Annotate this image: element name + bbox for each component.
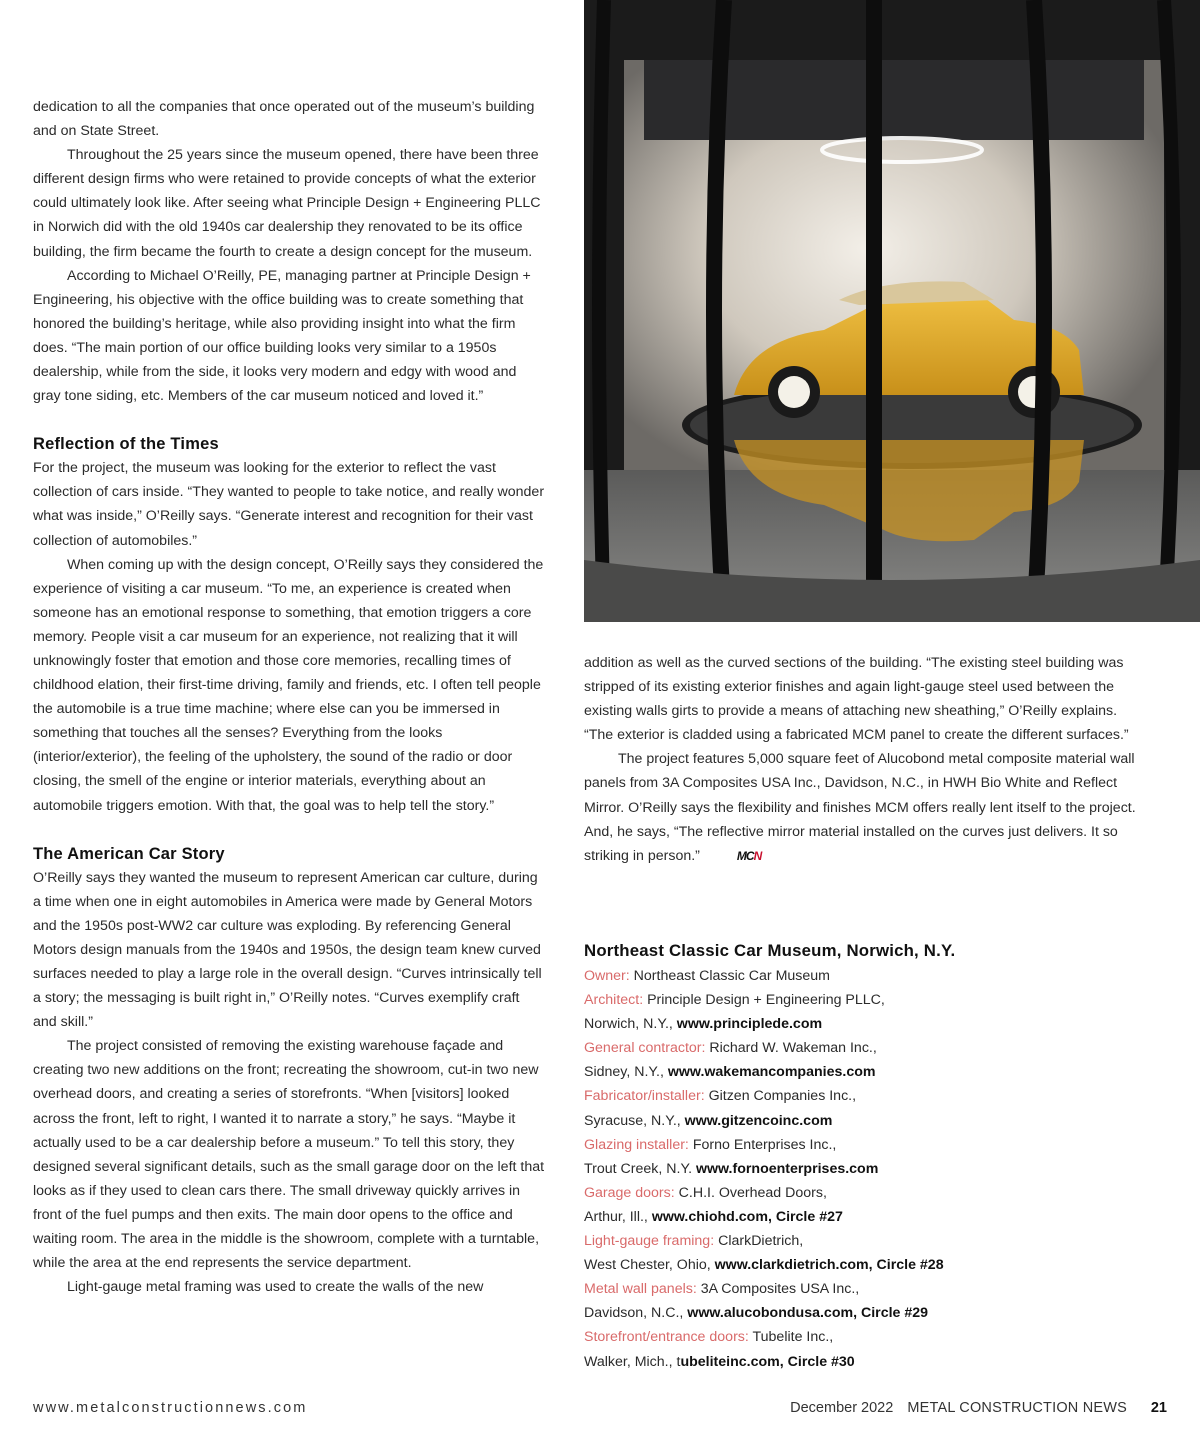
footer-website-link[interactable]: www.metalconstructionnews.com [33, 1400, 308, 1416]
credit-metal-wall-panels-location: Davidson, N.C., www.alucobondusa.com, Circle #29 [584, 1305, 929, 1322]
body-paragraph [584, 747, 1144, 868]
general-contractor-link[interactable]: www.wakemancompanies.com [667, 1064, 876, 1081]
body-paragraph: O’Reilly says they wanted the museum to represent American car culture, during a time when one in eight automobiles in America were made by General Motors and the 1950s post-WW2 car culture was exploding. By referencing General Motors design manuals from the 1940s and 1950s, the design team knew curved surfaces needed to play a large role in the overall design. “Curves intrinsically tell a story; the messaging is built right in,” O’Reilly notes. “Curves exemplify craft and skill.” [33, 869, 542, 1031]
credit-architect-location: Norwich, N.Y., www.principlede.com [584, 1016, 823, 1033]
credit-architect: Architect: Principle Design + Engineering PLLC, [584, 992, 885, 1009]
credit-light-gauge-framing-location: West Chester, Ohio, www.clarkdietrich.com, Circle #28 [584, 1257, 944, 1274]
credit-fabricator-location: Syracuse, N.Y., www.gitzencoinc.com [584, 1112, 833, 1129]
credit-light-gauge-framing: Light-gauge framing: ClarkDietrich, [584, 1233, 804, 1250]
left-column [33, 95, 545, 1299]
body-paragraph: According to Michael O’Reilly, PE, managing partner at Principle Design + Engineering, his objective with the office building was to create something that honored the building’s heritage, while also providing insight into what the firm does. “The main portion of our office building looks very similar to a 1950s dealership, while from the side, it looks very modern and edgy with wood and gray tone siding, etc. Members of the car museum noticed and loved it.” [33, 267, 531, 405]
footer-issue [790, 1400, 1127, 1416]
fabricator-link[interactable]: www.gitzencoinc.com [684, 1112, 833, 1129]
body-paragraph: Throughout the 25 years since the museum opened, there have been three different design firms who were retained to provide concepts of what the exterior could ultimately look like. After seeing what Principle Design + Engineering PLLC in Norwich did with the old 1940s car dealership they renovated to be its office building, the firm became the fourth to create a design concept for the museum. [33, 147, 541, 260]
body-paragraph: The project consisted of removing the existing warehouse façade and creating two new additions on the front; recreating the showroom, cut-in two new overhead doors, and creating a series of storefronts. “When [visitors] looked across the front, left to right, I wanted it to narrate a story,” he says. “Maybe it actually used to be a car dealership before a museum.” To tell this story, they designed several significant details, such as the small garage door on the left that looks as if they used to clean cars there. The small driveway quickly arrives in front of the fuel pumps and then exits. The main door opens to the office and waiting room. The area in the middle is the showroom, complete with a turntable, while the area at the end represents the service department. [33, 1038, 545, 1272]
body-paragraph: Light-gauge metal framing was used to create the walls of the new [67, 1279, 484, 1296]
footer-magazine-name: METAL CONSTRUCTION NEWS [907, 1400, 1127, 1416]
credit-general-contractor: General contractor: Richard W. Wakeman Inc., [584, 1040, 877, 1057]
credit-glazing-installer-location: Trout Creek, N.Y. www.fornoenterprises.com [584, 1160, 879, 1177]
credit-general-contractor-location: Sidney, N.Y., www.wakemancompanies.com [584, 1064, 876, 1081]
page-footer [33, 1400, 1167, 1422]
right-column [584, 651, 1144, 868]
footer-date: December 2022 [790, 1400, 894, 1416]
architect-link[interactable]: www.principlede.com [676, 1016, 823, 1033]
credit-storefront-location: Walker, Mich., tubeliteinc.com, Circle #30 [584, 1353, 855, 1370]
body-paragraph: dedication to all the companies that once operated out of the museum’s building and on State Street. [33, 99, 535, 140]
credit-garage-doors-location: Arthur, Ill., www.chiohd.com, Circle #27 [584, 1208, 843, 1225]
section-heading-reflection: Reflection of the Times [33, 435, 219, 454]
showroom-photo [584, 0, 1200, 622]
credit-glazing-installer: Glazing installer: Forno Enterprises Inc., [584, 1136, 837, 1153]
section-heading-american-car-story: The American Car Story [33, 844, 225, 863]
body-paragraph: When coming up with the design concept, O’Reilly says they considered the experience of visiting a car museum. “To me, an experience is created when someone has an emotional response to something, that emotion triggers a core memory. People visit a car museum for an experience, not realizing that it will unknowingly foster that emotion and those core memories, recalling times of childhood elation, their first-time driving, family and friends, etc. I often tell people the automobile is a true time machine; where else can you be immersed in something that touches all the senses? Everything from the looks (interior/exterior), the feeling of the upholstery, the sound of the radio or door closing, the smell of the engine or interior materials, everything about an automobile triggers emotion. With that, the goal was to help tell the story.” [33, 556, 544, 814]
credits-title: Northeast Classic Car Museum, Norwich, N.Y. [584, 941, 956, 960]
page-number: 21 [1150, 1400, 1167, 1416]
storefront-link[interactable]: ubeliteinc.com, Circle #30 [680, 1353, 855, 1370]
body-paragraph: addition as well as the curved sections of the building. “The existing steel building was stripped of its existing exterior finishes and again light-gauge steel used between the existing walls girts to provide a means of attaching new sheathing,” O’Reilly explains. “The exterior is cladded using a fabricated MCM panel to create the different surfaces.” [584, 655, 1129, 744]
credit-metal-wall-panels: Metal wall panels: 3A Composites USA Inc., [584, 1281, 860, 1298]
credit-garage-doors: Garage doors: C.H.I. Overhead Doors, [584, 1184, 827, 1201]
showroom-photo-illustration [584, 0, 1200, 622]
light-gauge-framing-link[interactable]: www.clarkdietrich.com, Circle #28 [714, 1257, 944, 1274]
body-paragraph-text: The project features 5,000 square feet of Alucobond metal composite material wall panels from 3A Composites USA Inc., Davidson, N.C., in HWH Bio White and Reflect Mirror. O’Reilly says the flexibility and finishes MCM offers really lent itself to the project. And, he says, “The reflective mirror material installed on the curves just delivers. It so striking in person.” [584, 751, 1136, 864]
glazing-installer-link[interactable]: www.fornoenterprises.com [695, 1160, 879, 1177]
body-paragraph: For the project, the museum was looking for the exterior to reflect the vast collection of cars inside. “They wanted to people to take notice, and really wonder what was inside,” O’Reilly says. “Generate interest and recognition for their vast collection of automobiles.” [33, 460, 545, 549]
project-credits [584, 938, 1144, 1374]
credit-owner: Owner: Northeast Classic Car Museum [584, 968, 830, 984]
credit-storefront: Storefront/entrance doors: Tubelite Inc., [584, 1329, 834, 1346]
credit-fabricator: Fabricator/installer: Gitzen Companies Inc., [584, 1088, 857, 1105]
garage-doors-link[interactable]: www.chiohd.com, Circle #27 [651, 1208, 843, 1225]
metal-wall-panels-link[interactable]: www.alucobondusa.com, Circle #29 [687, 1305, 929, 1322]
end-of-article-mark: MCN [736, 848, 762, 863]
